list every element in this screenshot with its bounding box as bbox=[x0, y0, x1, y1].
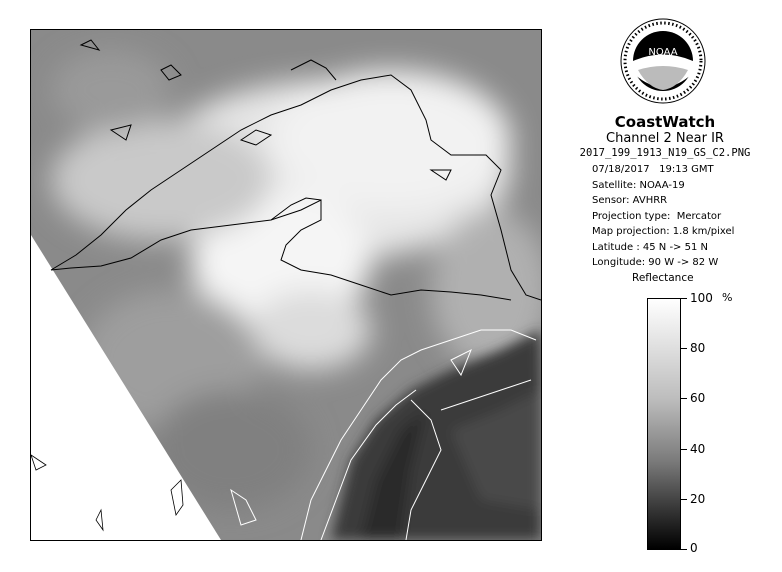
scale-tick bbox=[681, 499, 687, 500]
metadata-sensor: Sensor: AVHRR bbox=[592, 195, 668, 206]
app-title: CoastWatch bbox=[614, 113, 716, 131]
scale-tick bbox=[681, 549, 687, 550]
metadata-block bbox=[592, 162, 734, 271]
scale-label-60: 60 bbox=[690, 391, 706, 405]
scale-label-100: 100 bbox=[690, 291, 713, 305]
scale-tick bbox=[681, 449, 687, 450]
scale-title: Reflectance bbox=[632, 272, 694, 284]
scale-tick bbox=[681, 398, 687, 399]
metadata-longitude: Longitude: 90 W -> 82 W bbox=[592, 257, 719, 268]
map-svg bbox=[31, 30, 541, 540]
scale-label-40: 40 bbox=[690, 442, 706, 456]
scale-unit: % bbox=[722, 291, 733, 304]
scale-tick bbox=[681, 348, 687, 349]
reflectance-colorbar bbox=[647, 298, 681, 550]
scale-label-0: 0 bbox=[690, 541, 698, 555]
metadata-map-projection: Map projection: 1.8 km/pixel bbox=[592, 226, 735, 237]
file-name: 2017_199_1913_N19_GS_C2.PNG bbox=[579, 147, 751, 159]
metadata-projection-type: Projection type: Mercator bbox=[592, 210, 722, 222]
metadata-datetime: 07/18/2017 19:13 GMT bbox=[592, 164, 714, 175]
channel-subtitle: Channel 2 Near IR bbox=[606, 131, 724, 146]
metadata-latitude: Latitude : 45 N -> 51 N bbox=[592, 241, 708, 253]
scale-label-80: 80 bbox=[690, 341, 706, 355]
satellite-map bbox=[30, 29, 542, 541]
metadata-satellite: Satellite: NOAA-19 bbox=[592, 179, 685, 191]
scale-label-20: 20 bbox=[690, 492, 706, 506]
logo-text: NOAA bbox=[648, 47, 678, 58]
scale-tick bbox=[681, 298, 687, 299]
noaa-logo bbox=[620, 18, 706, 104]
